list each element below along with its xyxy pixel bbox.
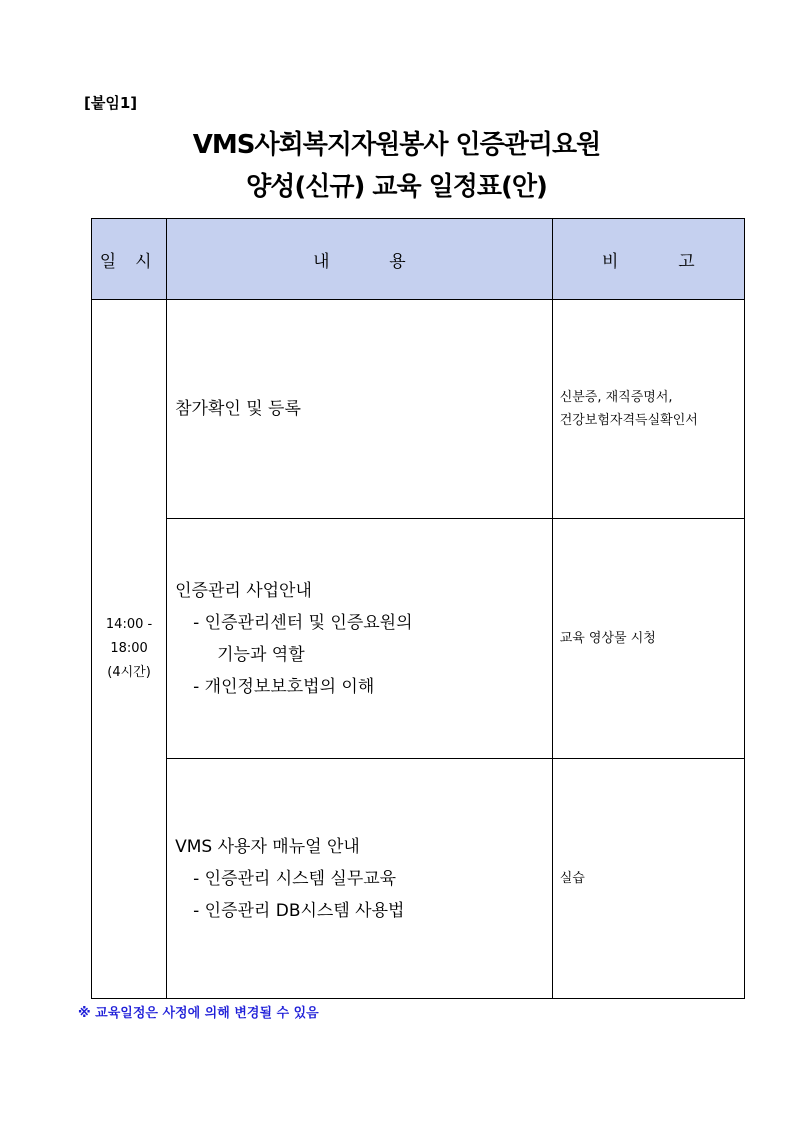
row1-note-line2: 건강보험자격득실확인서 — [559, 413, 698, 428]
row2-content: 인증관리 사업안내 — [175, 580, 312, 601]
table-row — [92, 519, 745, 759]
time-start: 14:00 - — [105, 617, 153, 632]
table-row — [92, 300, 745, 519]
note-cell — [552, 759, 744, 999]
header-time: 일 시 — [92, 219, 167, 300]
row3-note: 실습 — [559, 871, 585, 886]
table-header-row — [92, 219, 745, 300]
document-title-line1: VMS사회복지자원봉사 인증관리요원 — [192, 130, 601, 160]
time-end: 18:00 — [110, 641, 148, 656]
row2-sub2: - 개인정보보호법의 이해 — [193, 676, 375, 697]
row2-sub1-cont: 기능과 역할 — [217, 644, 305, 665]
row2-note: 교육 영상물 시청 — [559, 631, 656, 646]
attachment-label: [붙임1] — [84, 94, 138, 112]
document-title-line2: 양성(신규) 교육 일정표(안) — [246, 172, 547, 202]
row2-sub1: - 인증관리센터 및 인증요원의 — [193, 612, 413, 633]
row3-sub2: - 인증관리 DB시스템 사용법 — [193, 900, 405, 921]
header-note: 비 고 — [552, 219, 744, 300]
row1-note-line1: 신분증, 재직증명서, — [559, 390, 673, 405]
footnote: ※ 교육일정은 사정에 의해 변경될 수 있음 — [78, 1006, 319, 1021]
row3-content: VMS 사용자 매뉴얼 안내 — [175, 836, 360, 857]
table-row — [92, 759, 745, 999]
header-content: 내 용 — [167, 219, 553, 300]
note-cell — [552, 519, 744, 759]
note-cell — [552, 300, 744, 519]
time-cell — [92, 300, 167, 999]
row1-content: 참가확인 및 등록 — [175, 399, 301, 419]
content-cell — [167, 300, 553, 519]
content-cell — [167, 519, 553, 759]
content-cell — [167, 759, 553, 999]
row3-sub1: - 인증관리 시스템 실무교육 — [193, 868, 397, 889]
time-duration: (4시간) — [107, 665, 151, 680]
schedule-table — [91, 218, 745, 999]
